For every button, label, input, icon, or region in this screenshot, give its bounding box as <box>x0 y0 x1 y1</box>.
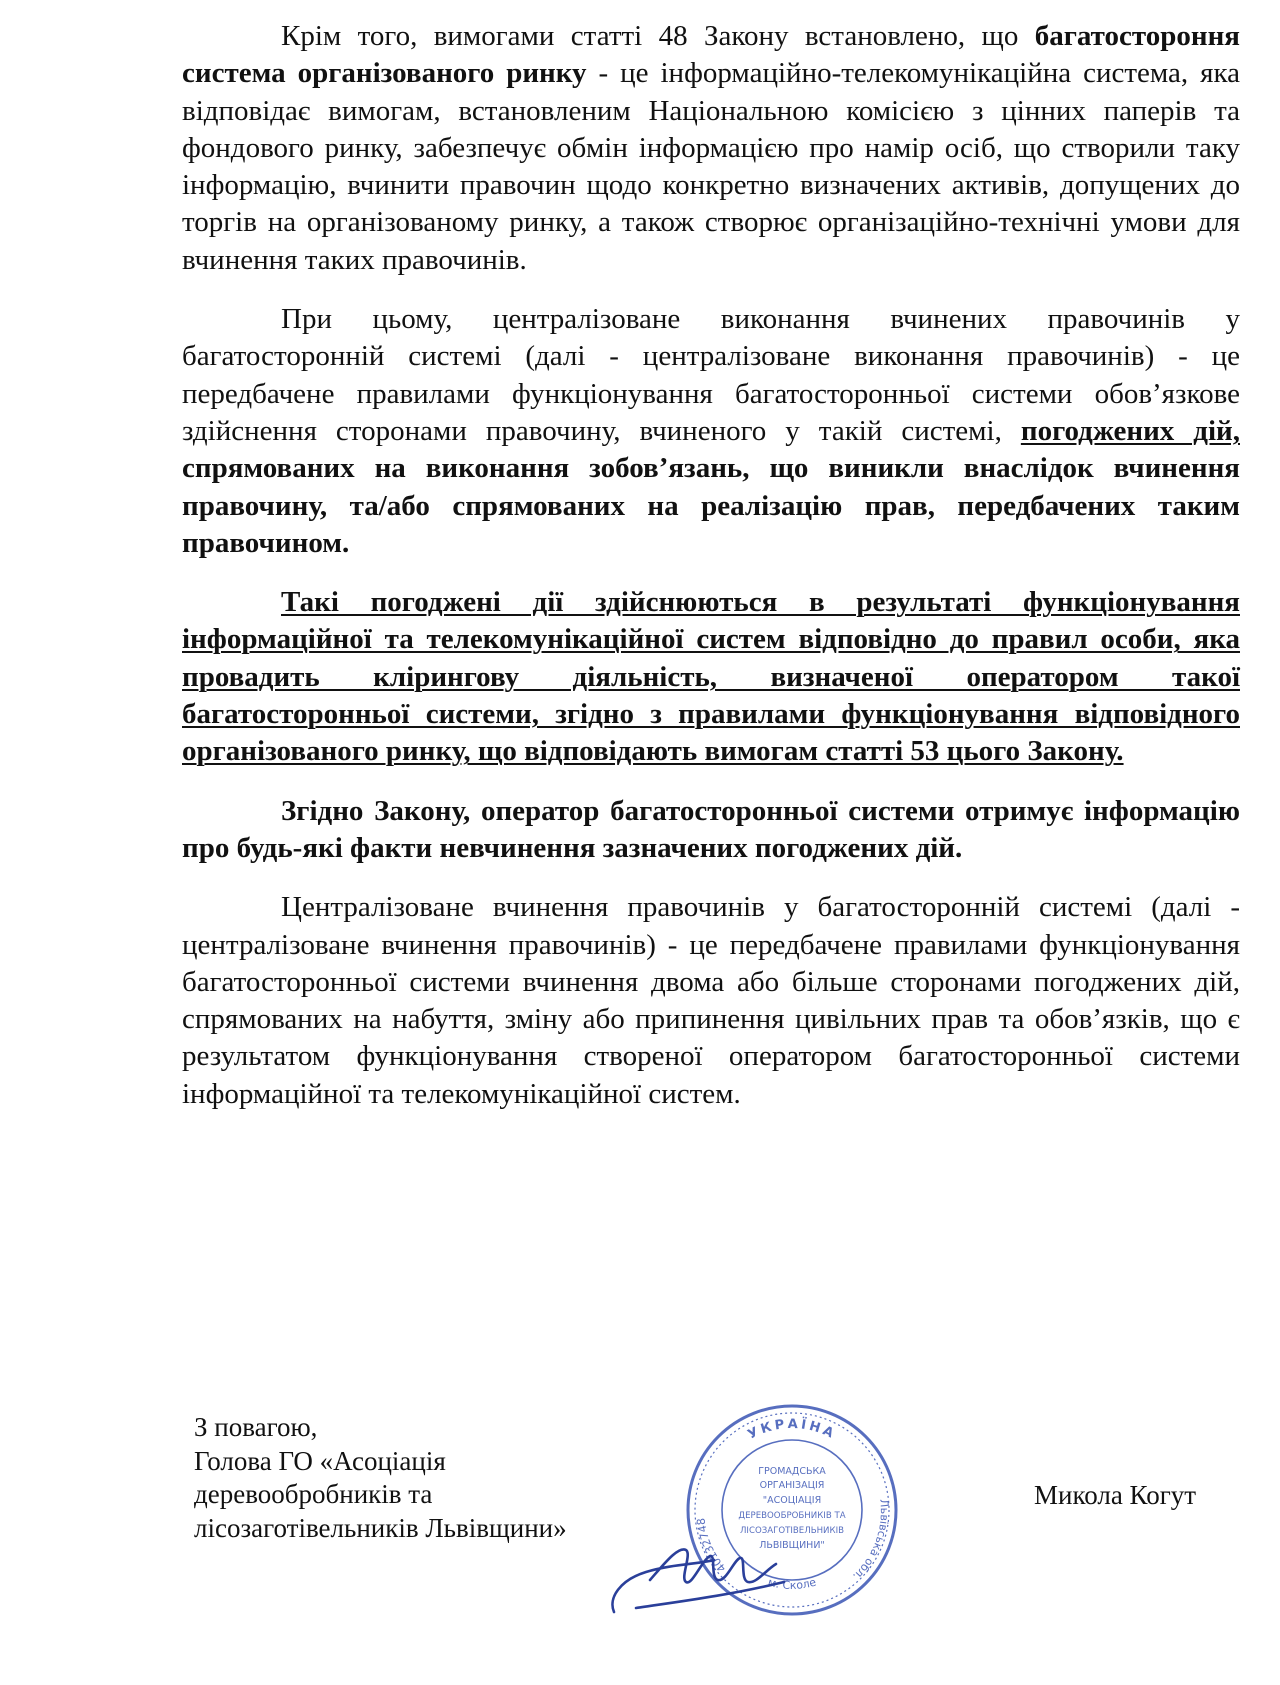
svg-text:Львівська обл. <box>850 1498 891 1583</box>
paragraph-clearing-rules <box>182 584 1240 770</box>
p4-text: Згідно Закону, оператор багатосторонньої системи отримує інформацію про будь-які факти невчинення зазначених погоджених дій. <box>182 794 1240 864</box>
p1-text-1: Крім того, вимогами статті 48 Закону встановлено, що <box>281 20 1035 52</box>
letter-body <box>182 18 1240 1113</box>
stamp-line-4: ДЕРЕВООБРОБНИКІВ ТА <box>738 1511 846 1521</box>
paragraph-centralized-conclusion <box>182 889 1240 1113</box>
p1-text-2: - це інформаційно-телекомунікаційна система, яка відповідає вимогам, встановленим Національною комісією з цінних паперів та фондового ринку, забезпечує обмін інформацією про намір осіб, що створили таку інформацію, вчинити правочин щодо конкретно визначених активів, допущених до торгів на організованому ринку, а також створює організаційно-технічні умови для вчинення таких правочинів. <box>182 57 1240 276</box>
stamp-line-6: ЛЬВІВЩИНИ" <box>759 1540 825 1551</box>
stamp-left-text: 40132748 <box>694 1517 729 1575</box>
closing-position-line-1: Голова ГО «Асоціація <box>194 1445 446 1476</box>
p1-term-bold: багатостороння система організованого ринку <box>182 20 1240 90</box>
stamp-outer-text: УКРАЇНА <box>745 1416 839 1443</box>
stamp-line-2: ОРГАНІЗАЦІЯ <box>759 1480 825 1491</box>
paragraph-multilateral-system <box>182 18 1240 279</box>
stamp-line-5: ЛІСОЗАГОТІВЕЛЬНИКІВ <box>739 1526 845 1536</box>
handwritten-signature <box>606 1520 796 1625</box>
p2-text-bold: спрямованих на виконання зобов’язань, що виникли внаслідок вчинення правочину, та/або спрямованих на реалізацію прав, передбачених таким правочином. <box>182 452 1240 559</box>
p5-text: Централізоване вчинення правочинів у багатосторонній системі (далі - централізоване вчинення правочинів) - це передбачене правилами функціонування багатосторонньої системи вчинення двома або більше сторонами погоджених дій, спрямованих на набуття, зміну або припинення цивільних прав та обов’язків, що є результатом функціонування створеної оператором багатосторонньої системи інформаційної та телекомунікаційної систем. <box>182 891 1240 1110</box>
closing-regards: З повагою, <box>194 1412 318 1442</box>
p2-agreed-actions-underlined: погоджених дій, <box>1020 414 1240 447</box>
closing-position-line-2: деревообробників та <box>194 1479 433 1509</box>
closing-position-line-3: лісозаготівельників Львівщини» <box>194 1512 567 1543</box>
paragraph-centralized-execution <box>182 301 1240 562</box>
stamp-line-1: ГРОМАДСЬКА <box>758 1466 826 1477</box>
p3-text: Такі погоджені дії здійснюються в результаті функціонування інформаційної та телекомунікаційної систем відповідно до правил особи, яка провадить клірингову діяльність, визначеної оператором такої багатосторонньої системи, згідно з правилами функціонування відповідного організованого ринку, що відповідають вимогам статті 53 цього Закону. <box>182 586 1240 768</box>
svg-text:УКРАЇНА <box>746 1417 839 1443</box>
p2-text-1: При цьому, централізоване виконання вчинених правочинів у багатосторонній системі (далі - централізоване виконання правочинів) - це передбачене правилами функціонування багатосторонньої системи обов’язкове здійснення сторонами правочину, вчиненого у такій системі, <box>182 303 1240 447</box>
stamp-bottom-text: м. Сколе <box>766 1575 818 1593</box>
paragraph-operator-info <box>182 793 1240 868</box>
closing-block <box>194 1411 567 1545</box>
stamp-line-3: "АСОЦІАЦІЯ <box>762 1495 822 1506</box>
stamp-right-text: Львівська обл. <box>850 1498 891 1584</box>
signer-name: Микола Когут <box>1034 1480 1197 1510</box>
